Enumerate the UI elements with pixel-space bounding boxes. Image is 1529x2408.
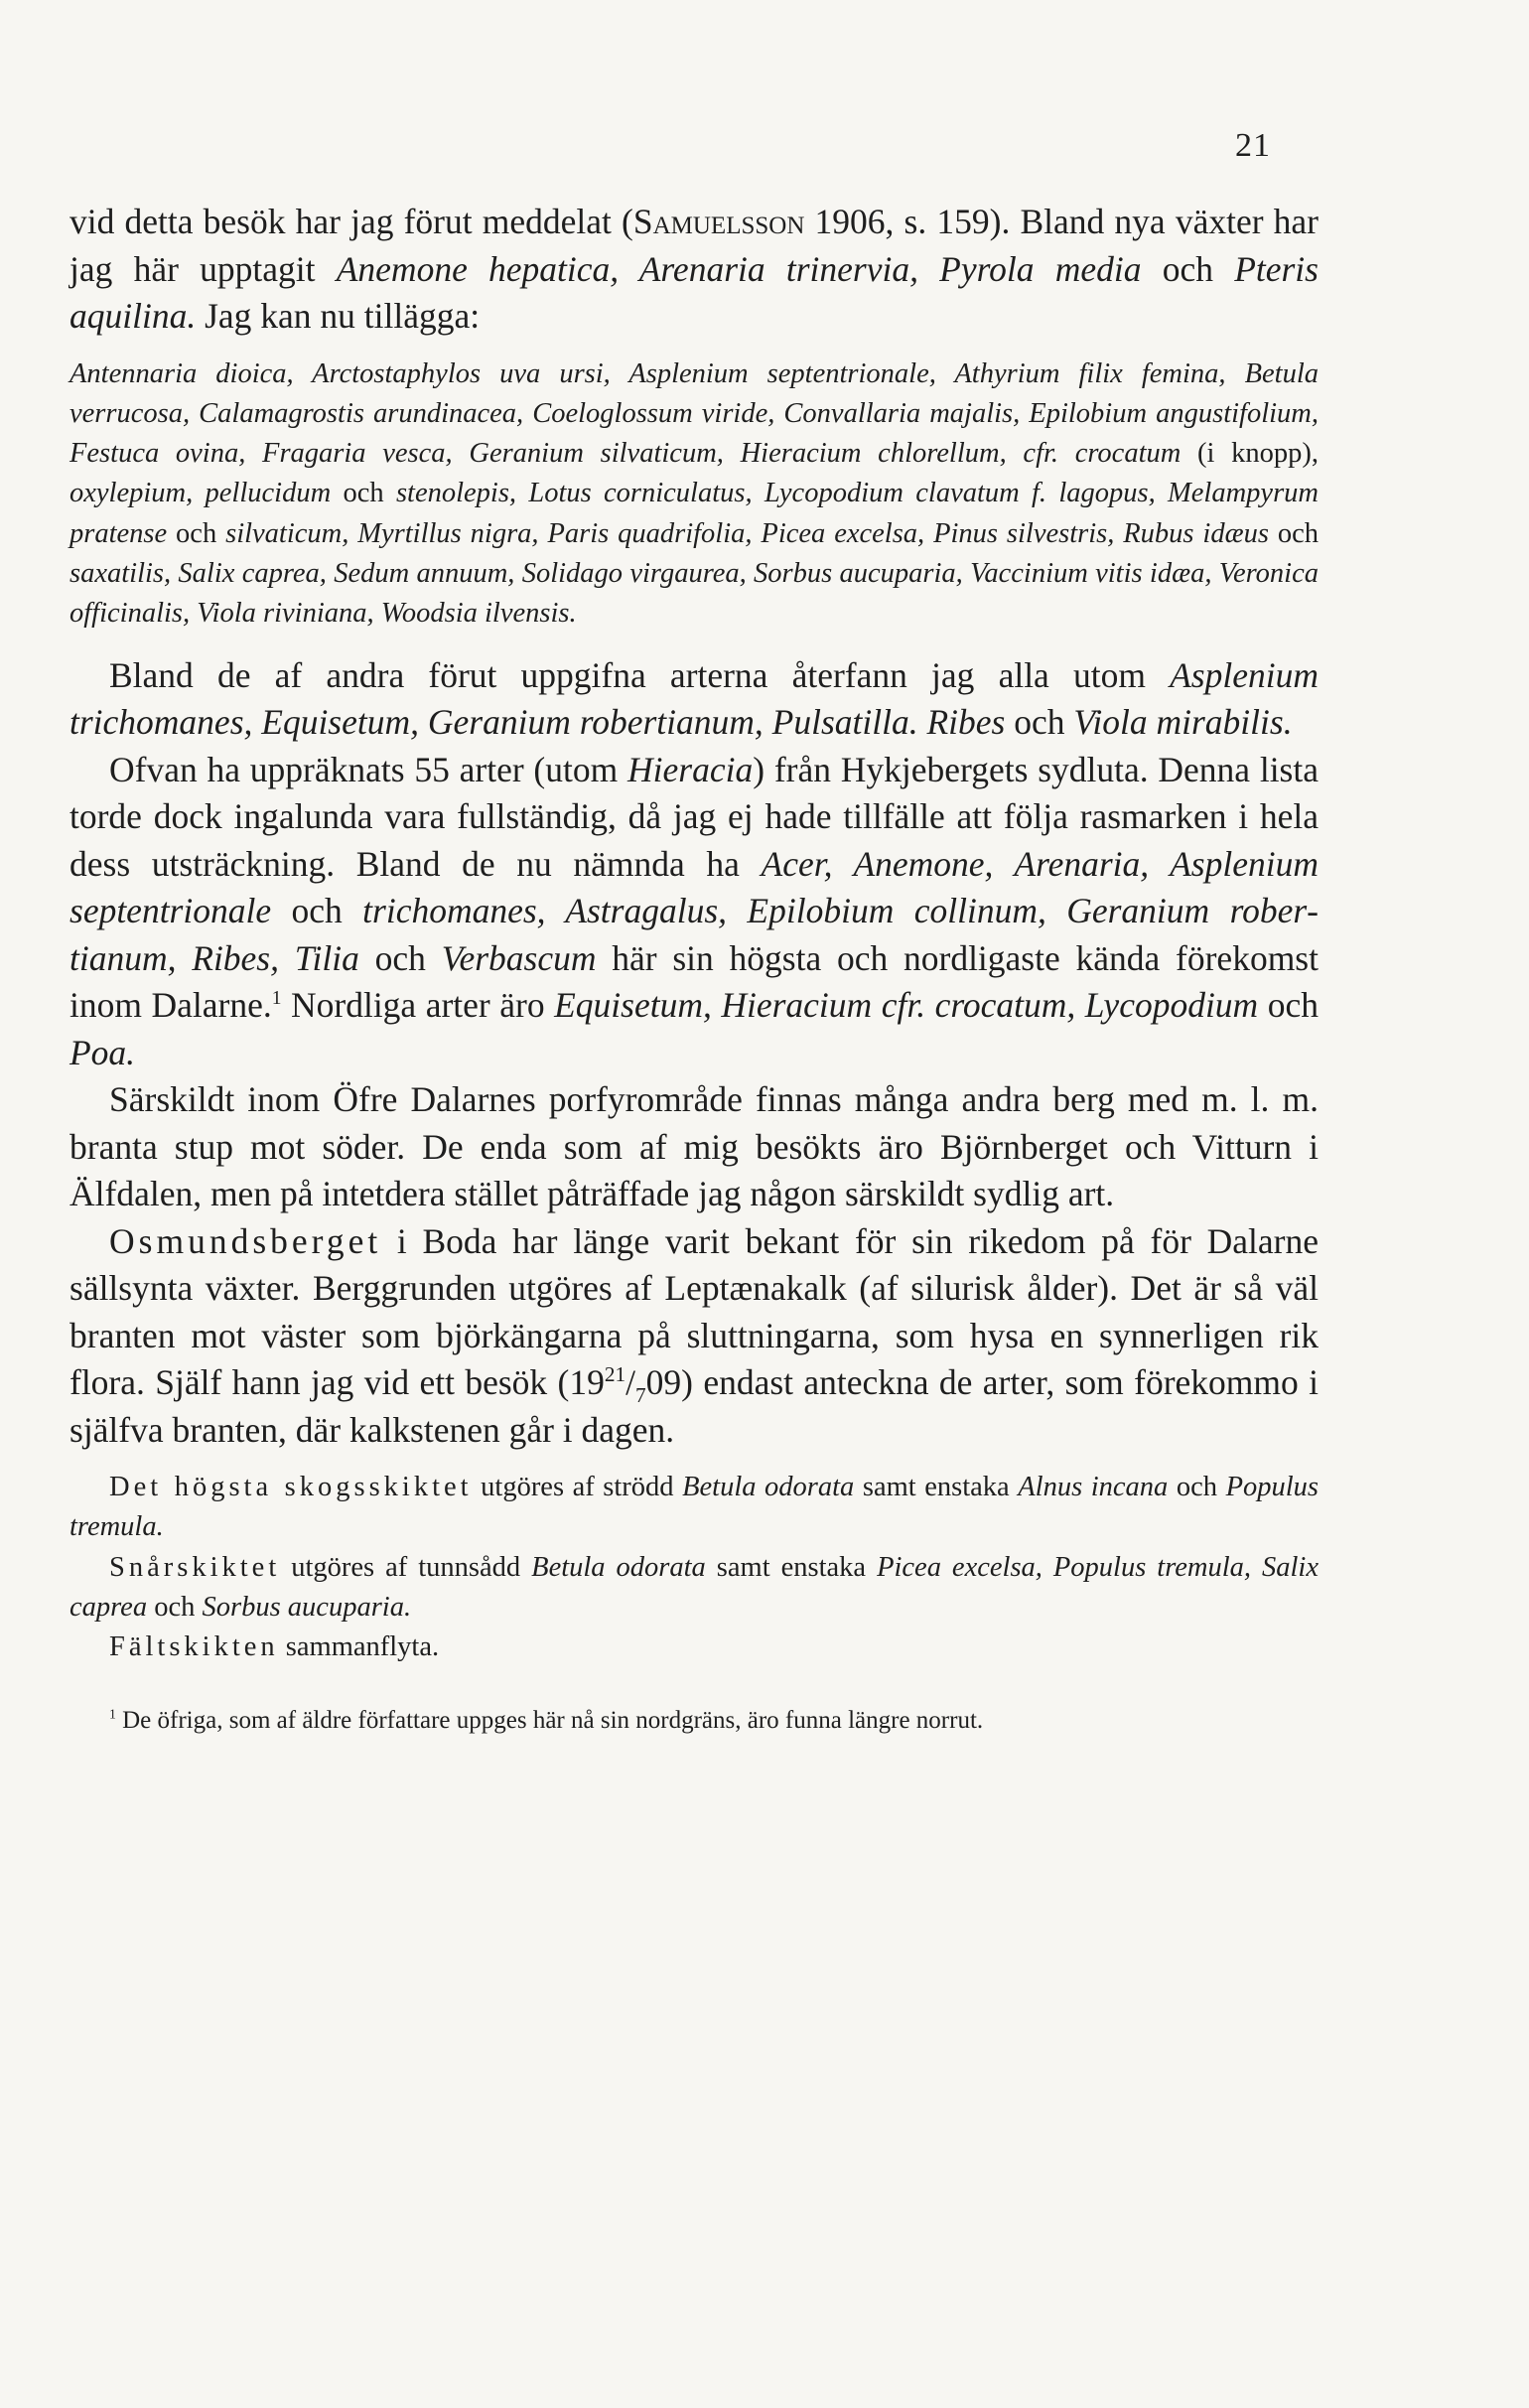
species-name: Anemone hepatica, Arenaria trinervia, Pyrola media (336, 248, 1142, 289)
species-name: Pteris aquilina. (70, 248, 1319, 336)
paragraph-intro: vid detta besök har jag förut meddelat (Samuelsson 1906, s. 159). Bland nya växter har jag här upptagit Anemone hepatica, Arenaria trinervia, Pyrola media och Pteris aquilina. Jag kan nu tillägga: (70, 202, 1320, 336)
place-name: Osmundsberget (109, 1220, 382, 1261)
paragraph-species-count: Ofvan ha uppräknats 55 arter (utom Hieracia) från Hykjebergets sydluta. Denna lista torde dock ingalunda vara fullständig, då jag ej hade tillfälle att följa rasmarken i hela dess utsträckning. Bland de nu nämnda ha Acer, Anemone, Arenaria, Asplenium septentrionale och trichomanes, Astragalus, Epilobium collinum, Geranium robertianum, Ribes, Tilia och Verbascum här sin högsta och nordligaste kända förekomst inom Dalarne.$^1$ Nordliga arter äro Equisetum, Hieracium cfr. crocatum, Lycopodium och Poa. (70, 749, 1319, 1072)
layer-shrub: Snårskiktet utgöres af tunnsådd Betula odorata samt enstaka Picea excelsa, Populus tremula, Salix caprea och Sorbus aucuparia. (70, 1551, 1320, 1623)
footnote: $^1$ De öfriga, som af äldre författare uppges här nå sin nordgräns, äro funna längre norrut. (109, 1706, 984, 1734)
footnote-reference: 1 (271, 988, 282, 1010)
date-fraction: $^{21}/_7$ (604, 1362, 646, 1408)
paragraph-retrieved-species: Bland de af andra förut uppgifna arterna återfann jag alla utom Asplenium trichomanes, Equisetum, Geranium robertianum, Pulsatilla. Ribes och Viola mirabilis. (70, 654, 1319, 743)
author-name: Samuelsson (632, 202, 805, 241)
layer-field: Fältskikten sammanflyta. (109, 1631, 440, 1663)
page-number: 21 (1235, 127, 1271, 164)
layer-tree: Det högsta skogsskiktet utgöres af strödd Betula odorata samt enstaka Alnus incana och Populus tremula. (70, 1472, 1319, 1543)
paragraph-porphyry-region: Särskildt inom Öfre Dalarnes porfyrområde finnas många andra berg med m. l. m. branta stup mot söder. De enda som af mig besökts äro Björnberget och Vitturn i Älfdalen, men på intetdera stället påträffade jag någon särskildt sydlig art. (70, 1079, 1319, 1214)
species-list: Antennaria dioica, Arctostaphylos uva ursi, Asplenium septentrionale, Athyrium filix femina, Betula verrucosa, Calamagrostis arundinacea, Coeloglossum viride, Convallaria majalis, Epilobium angustifolium, Festuca ovina, Fragaria vesca, Geranium silvaticum, Hieracium chlorellum, cfr. crocatum (i knopp), oxylepium, pellucidum och stenolepis, Lotus corniculatus, Lycopodium clavatum f. lagopus, Melampyrum pratense och silvaticum, Myrtillus nigra, Paris quadrifolia, Picea excelsa, Pinus silvestris, Rubus idæus och saxatilis, Salix caprea, Sedum annuum, Solidago virgaurea, Sorbus aucuparia, Vaccinium vitis idæa, Veronica officinalis, Viola riviniana, Woodsia ilvensis. (70, 357, 1319, 630)
paragraph-osmundsberget: Osmundsberget i Boda har länge varit bekant för sin rikedom på för Dalarne sällsynta växter. Berggrunden utgöres af Leptænakalk (af silurisk ålder). Det är så väl branten mot väster som björkängarna på sluttningarna, som hysa en synnerligen rik flora. Själf hann jag vid ett besök $(19^{21}/_709)$ endast anteckna de arter, som förekommo i själfva branten, där kalkstenen går i dagen. (70, 1220, 1319, 1450)
footnote-marker: 1 (109, 1706, 116, 1722)
text-body (70, 199, 1319, 1739)
